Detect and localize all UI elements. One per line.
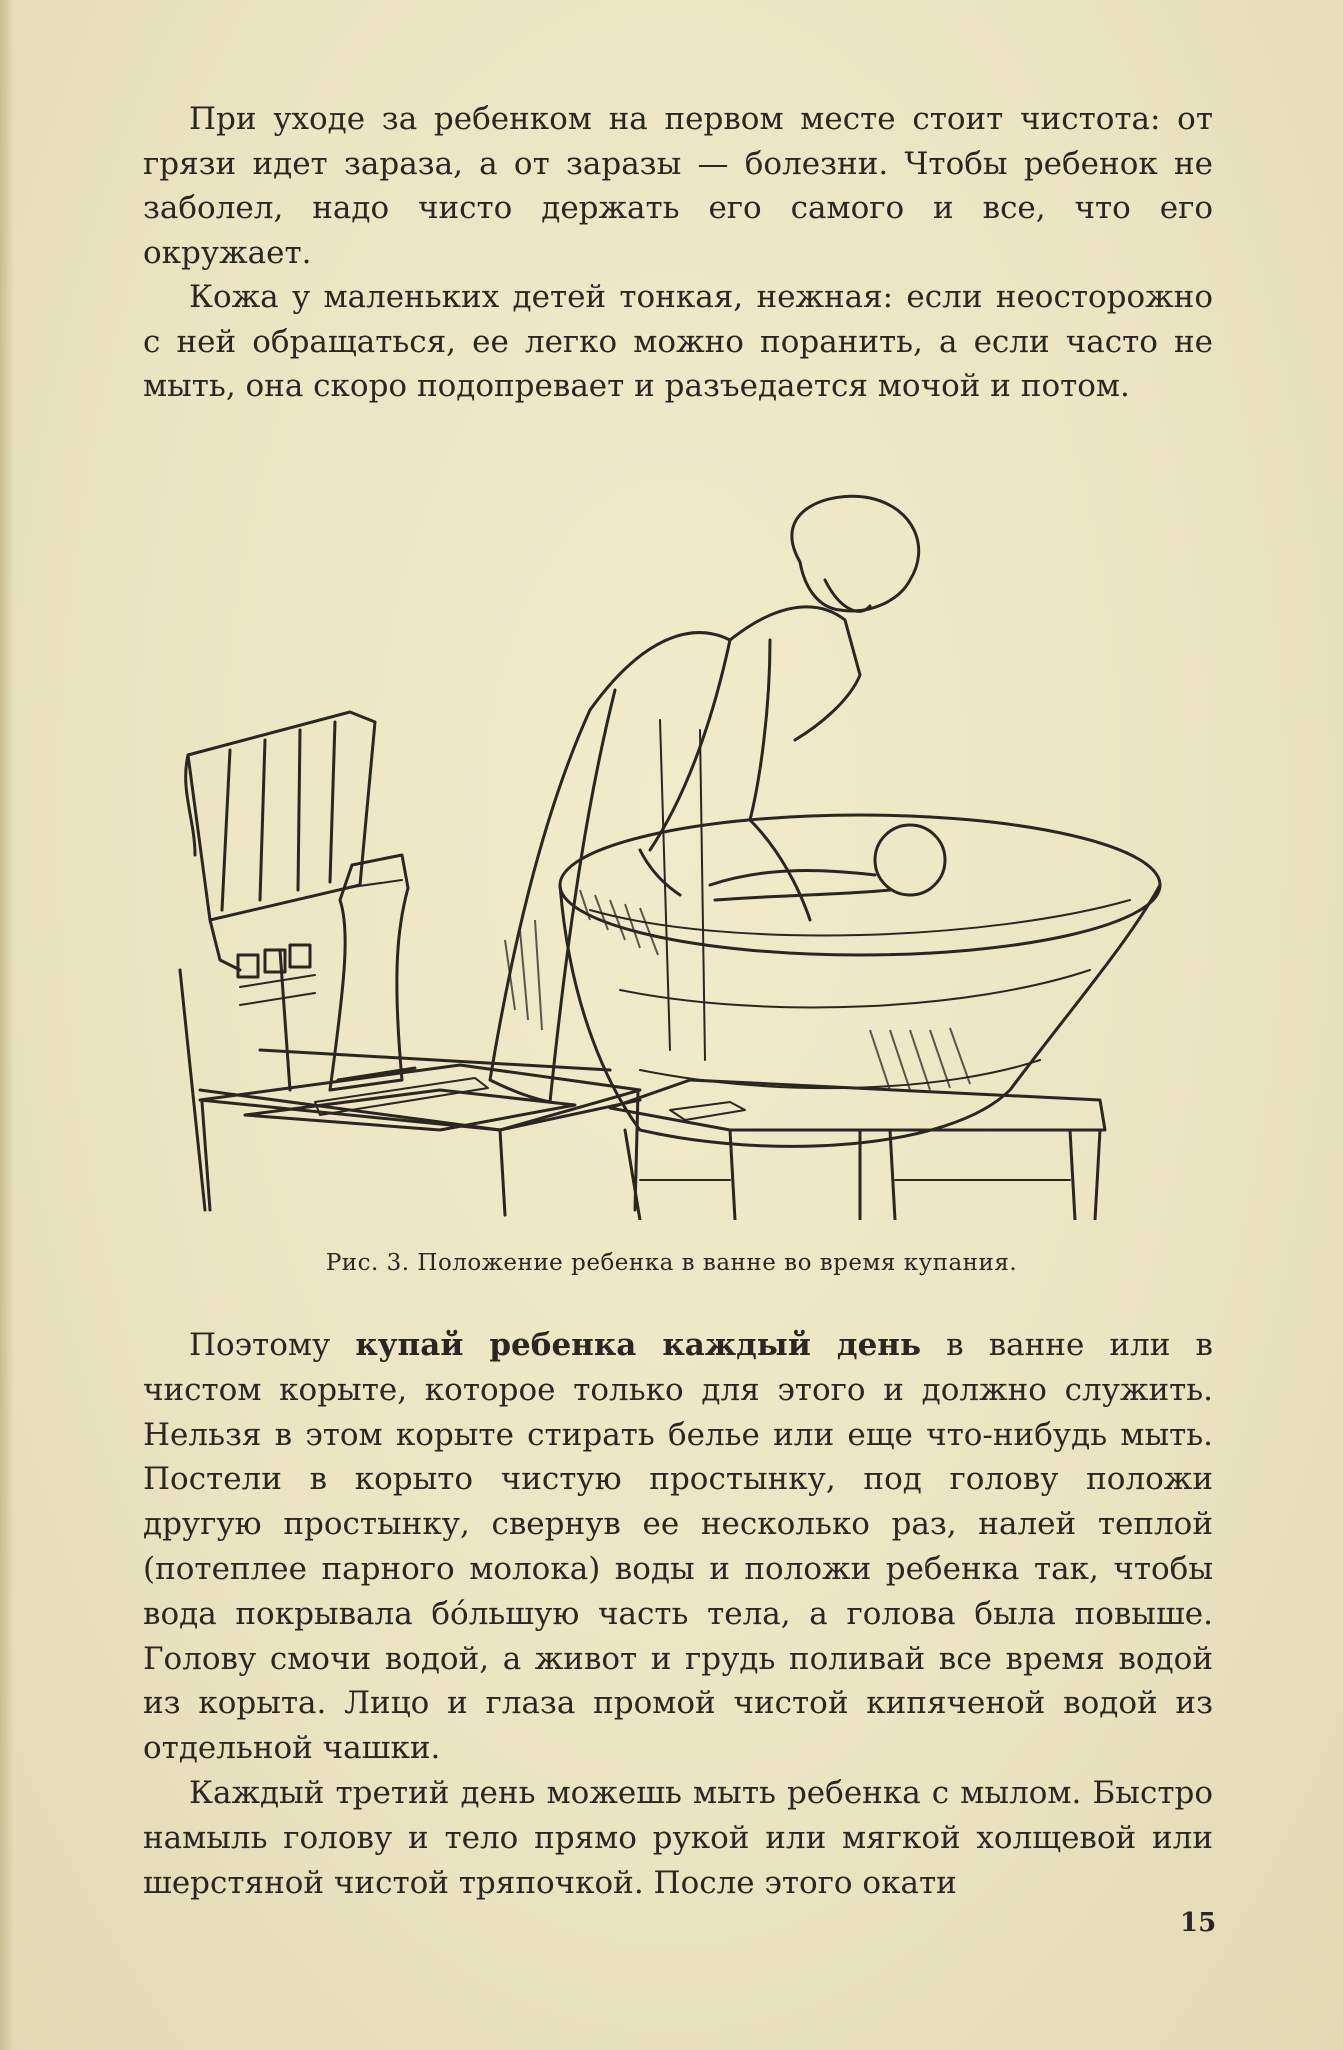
paragraph-bathing-rest: в ванне или в чистом корыте, которое только для этого и должно служить. Нельзя в этом корыте стирать белье или еще что-нибудь мыть. Постели в корыто чистую простынку, под голову положи другую простынку, свернув ее несколько раз, налей теплой (потеплее парного молока) воды и положи ребенка так, чтобы вода покрывала бо́льшую часть тела, а голова была повыше. Голову смочи водой, а живот и грудь поливай все время водой из корыта. Лицо и глаза промой чистой кипяченой водой из отдельной чашки. <box>143 1327 1213 1767</box>
figure-caption: Рис. 3. Положение ребенка в ванне во время купания. <box>325 1250 1018 1276</box>
woman-drawing <box>490 496 919 1102</box>
page-binding-edge <box>0 0 14 2050</box>
baby-drawing <box>710 825 945 900</box>
paragraph-bathing-lead: Поэтому <box>189 1327 356 1363</box>
top-text-block <box>143 97 1213 409</box>
jug-drawing <box>315 855 488 1115</box>
paragraph-soap: Каждый третий день можешь мыть ребенка с мылом. Быстро намыль голову и тело прямо рукой или мягкой холщевой или шерстяной чистой тряпочкой. После этого окати <box>143 1774 1213 1901</box>
paragraph-skin: Кожа у маленьких детей тонкая, нежная: если неосторожно с ней обращаться, ее легко можно поранить, а если часто не мыть, она скоро подопревает и разъедается мочой и потом. <box>143 279 1213 404</box>
bottom-text-block <box>143 1323 1213 1905</box>
stools-drawing <box>610 1080 1105 1220</box>
bathing-illustration <box>170 490 1190 1220</box>
paragraph-bathing-emphasis: купай ребенка каждый день <box>355 1327 922 1363</box>
paragraph-bathing <box>143 1323 1213 1771</box>
paragraph-cleanliness: При уходе за ребенком на первом месте стоит чистота: от грязи идет зараза, а от заразы — болезни. Чтобы ребенок не заболел, надо чисто держать его самого и все, что его окружает. <box>143 101 1213 271</box>
page-number: 15 <box>1180 1908 1217 1938</box>
